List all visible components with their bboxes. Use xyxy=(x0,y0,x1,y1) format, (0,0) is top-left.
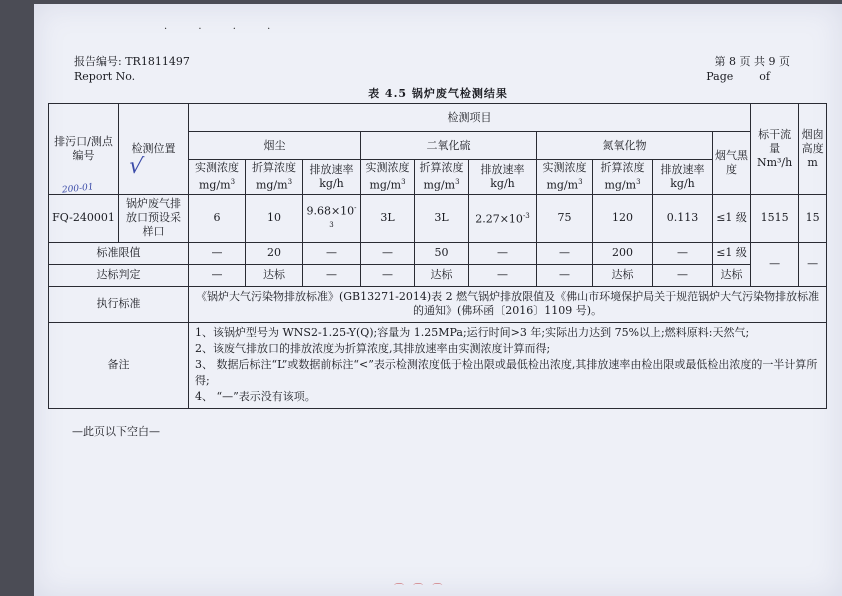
note-1: 1、该锅炉型号为 WNS2-1.25-Y(Q);容量为 1.25MPa;运行时间>3 年;实际出力达到 75%以上;燃料原料:天然气; xyxy=(195,326,750,340)
dust-header: 烟尘 xyxy=(189,132,361,160)
handwritten-note: 200-01 xyxy=(61,182,95,196)
col-location-header: 检测位置 xyxy=(119,104,189,195)
judge-nox-measured: — xyxy=(537,264,593,286)
report-number-block xyxy=(74,54,190,84)
smoke-blackness: ≤1 级 xyxy=(713,194,751,242)
judge-label: 达标判定 xyxy=(49,264,189,286)
page-label-en: Page xyxy=(706,70,734,83)
note-4: 4、 “—”表示没有该项。 xyxy=(195,390,316,404)
so2-measured-header: 实测浓度 $mg/m^3$ xyxy=(361,160,415,195)
of-label-en: of xyxy=(759,70,770,83)
judge-smoke: 达标 xyxy=(713,264,751,286)
notes-label: 备注 xyxy=(49,322,189,408)
so2-header: 二氧化硫 xyxy=(361,132,537,160)
judge-row xyxy=(49,264,827,286)
limit-nox-measured: — xyxy=(537,242,593,264)
outlet-id: FQ-240001 xyxy=(49,194,119,242)
judge-so2-rate: — xyxy=(469,264,537,286)
handwritten-checkmark: √ xyxy=(127,153,145,180)
report-number: 报告编号: TR1811497 xyxy=(74,55,190,68)
note-2: 2、该废气排放口的排放浓度为折算浓度,其排放速率由实测浓度计算而得; xyxy=(195,342,551,356)
nox-header: 氮氧化物 xyxy=(537,132,713,160)
exhaust-results-table xyxy=(48,103,827,409)
page-number: 第 8 页 共 9 页 xyxy=(714,55,790,68)
so2-rate-header: 排放速率 kg/h xyxy=(469,160,537,195)
dust-measured-header: 实测浓度 $mg/m^3$ xyxy=(189,160,246,195)
so2-converted-header: 折算浓度 $mg/m^3$ xyxy=(415,160,469,195)
blank-below-note: —此页以下空白— xyxy=(72,425,160,438)
height-value: 15 xyxy=(799,194,827,242)
standard-label: 执行标准 xyxy=(49,286,189,322)
judge-dust-measured: — xyxy=(189,264,246,286)
nox-rate-header: 排放速率 kg/h xyxy=(653,160,713,195)
smoke-header: 烟气黑度 xyxy=(713,132,751,195)
judge-so2-measured: — xyxy=(361,264,415,286)
flow-value: 1515 xyxy=(751,194,799,242)
standard-row xyxy=(49,286,827,322)
sampling-location: 锅炉废气排放口预设采样口 xyxy=(119,194,189,242)
nox-measured-header: 实测浓度 $mg/m^3$ xyxy=(537,160,593,195)
limit-dust-rate: — xyxy=(303,242,361,264)
dust-rate-header: 排放速率 kg/h xyxy=(303,160,361,195)
page-number-block xyxy=(706,54,790,84)
so2-rate: $2.27\times 10^{-3}$ xyxy=(469,194,537,242)
table-row xyxy=(49,194,827,242)
limit-height: — xyxy=(799,242,827,286)
judge-so2: 达标 xyxy=(415,264,469,286)
limit-nox-rate: — xyxy=(653,242,713,264)
dust-measured: 6 xyxy=(189,194,246,242)
judge-nox-rate: — xyxy=(653,264,713,286)
limit-row xyxy=(49,242,827,264)
so2-measured: 3L xyxy=(361,194,415,242)
limit-label: 标准限值 xyxy=(49,242,189,264)
document-page xyxy=(34,4,842,596)
red-stamp-edge: ⌒ ⌒ ⌒ xyxy=(394,584,446,595)
report-number-en: Report No. xyxy=(74,70,136,83)
judge-dust: 达标 xyxy=(246,264,303,286)
limit-nox: 200 xyxy=(593,242,653,264)
scan-marks: · · · · xyxy=(164,24,285,35)
so2-converted: 3L xyxy=(415,194,469,242)
nox-converted: 120 xyxy=(593,194,653,242)
col-height-header: 烟囱高度 m xyxy=(799,104,827,195)
limit-dust: 20 xyxy=(246,242,303,264)
dust-rate: $9.68\times 10^{-3}$ xyxy=(303,194,361,242)
dust-converted-header: 折算浓度 $mg/m^3$ xyxy=(246,160,303,195)
limit-smoke: ≤1 级 xyxy=(713,242,751,264)
note-3: 3、 数据后标注“L”或数据前标注“<”表示检测浓度低于检出限或最低检出浓度,其排放速率由检出限或最低检出浓度的一半计算所得; xyxy=(195,358,818,388)
col-flow-header: 标干流量 Nm³/h xyxy=(751,104,799,195)
limit-so2-rate: — xyxy=(469,242,537,264)
col-items-header: 检测项目 xyxy=(189,104,751,132)
judge-nox: 达标 xyxy=(593,264,653,286)
limit-dust-measured: — xyxy=(189,242,246,264)
notes-content xyxy=(189,322,827,408)
standard-text: 《锅炉大气污染物排放标准》(GB13271-2014)表 2 燃气锅炉排放限值及《佛山市环境保护局关于规范锅炉大气污染物排放标准的通知》(佛环函〔2016〕1109 号)。 xyxy=(189,286,827,322)
dust-converted: 10 xyxy=(246,194,303,242)
limit-so2: 50 xyxy=(415,242,469,264)
notes-row xyxy=(49,322,827,408)
col-outlet-header: 排污口/测点编号 xyxy=(49,104,119,195)
nox-converted-header: 折算浓度 $mg/m^3$ xyxy=(593,160,653,195)
judge-dust-rate: — xyxy=(303,264,361,286)
nox-rate: 0.113 xyxy=(653,194,713,242)
limit-so2-measured: — xyxy=(361,242,415,264)
nox-measured: 75 xyxy=(537,194,593,242)
limit-flow: — xyxy=(751,242,799,286)
table-title: 表 4.5 锅炉废气检测结果 xyxy=(368,87,508,100)
